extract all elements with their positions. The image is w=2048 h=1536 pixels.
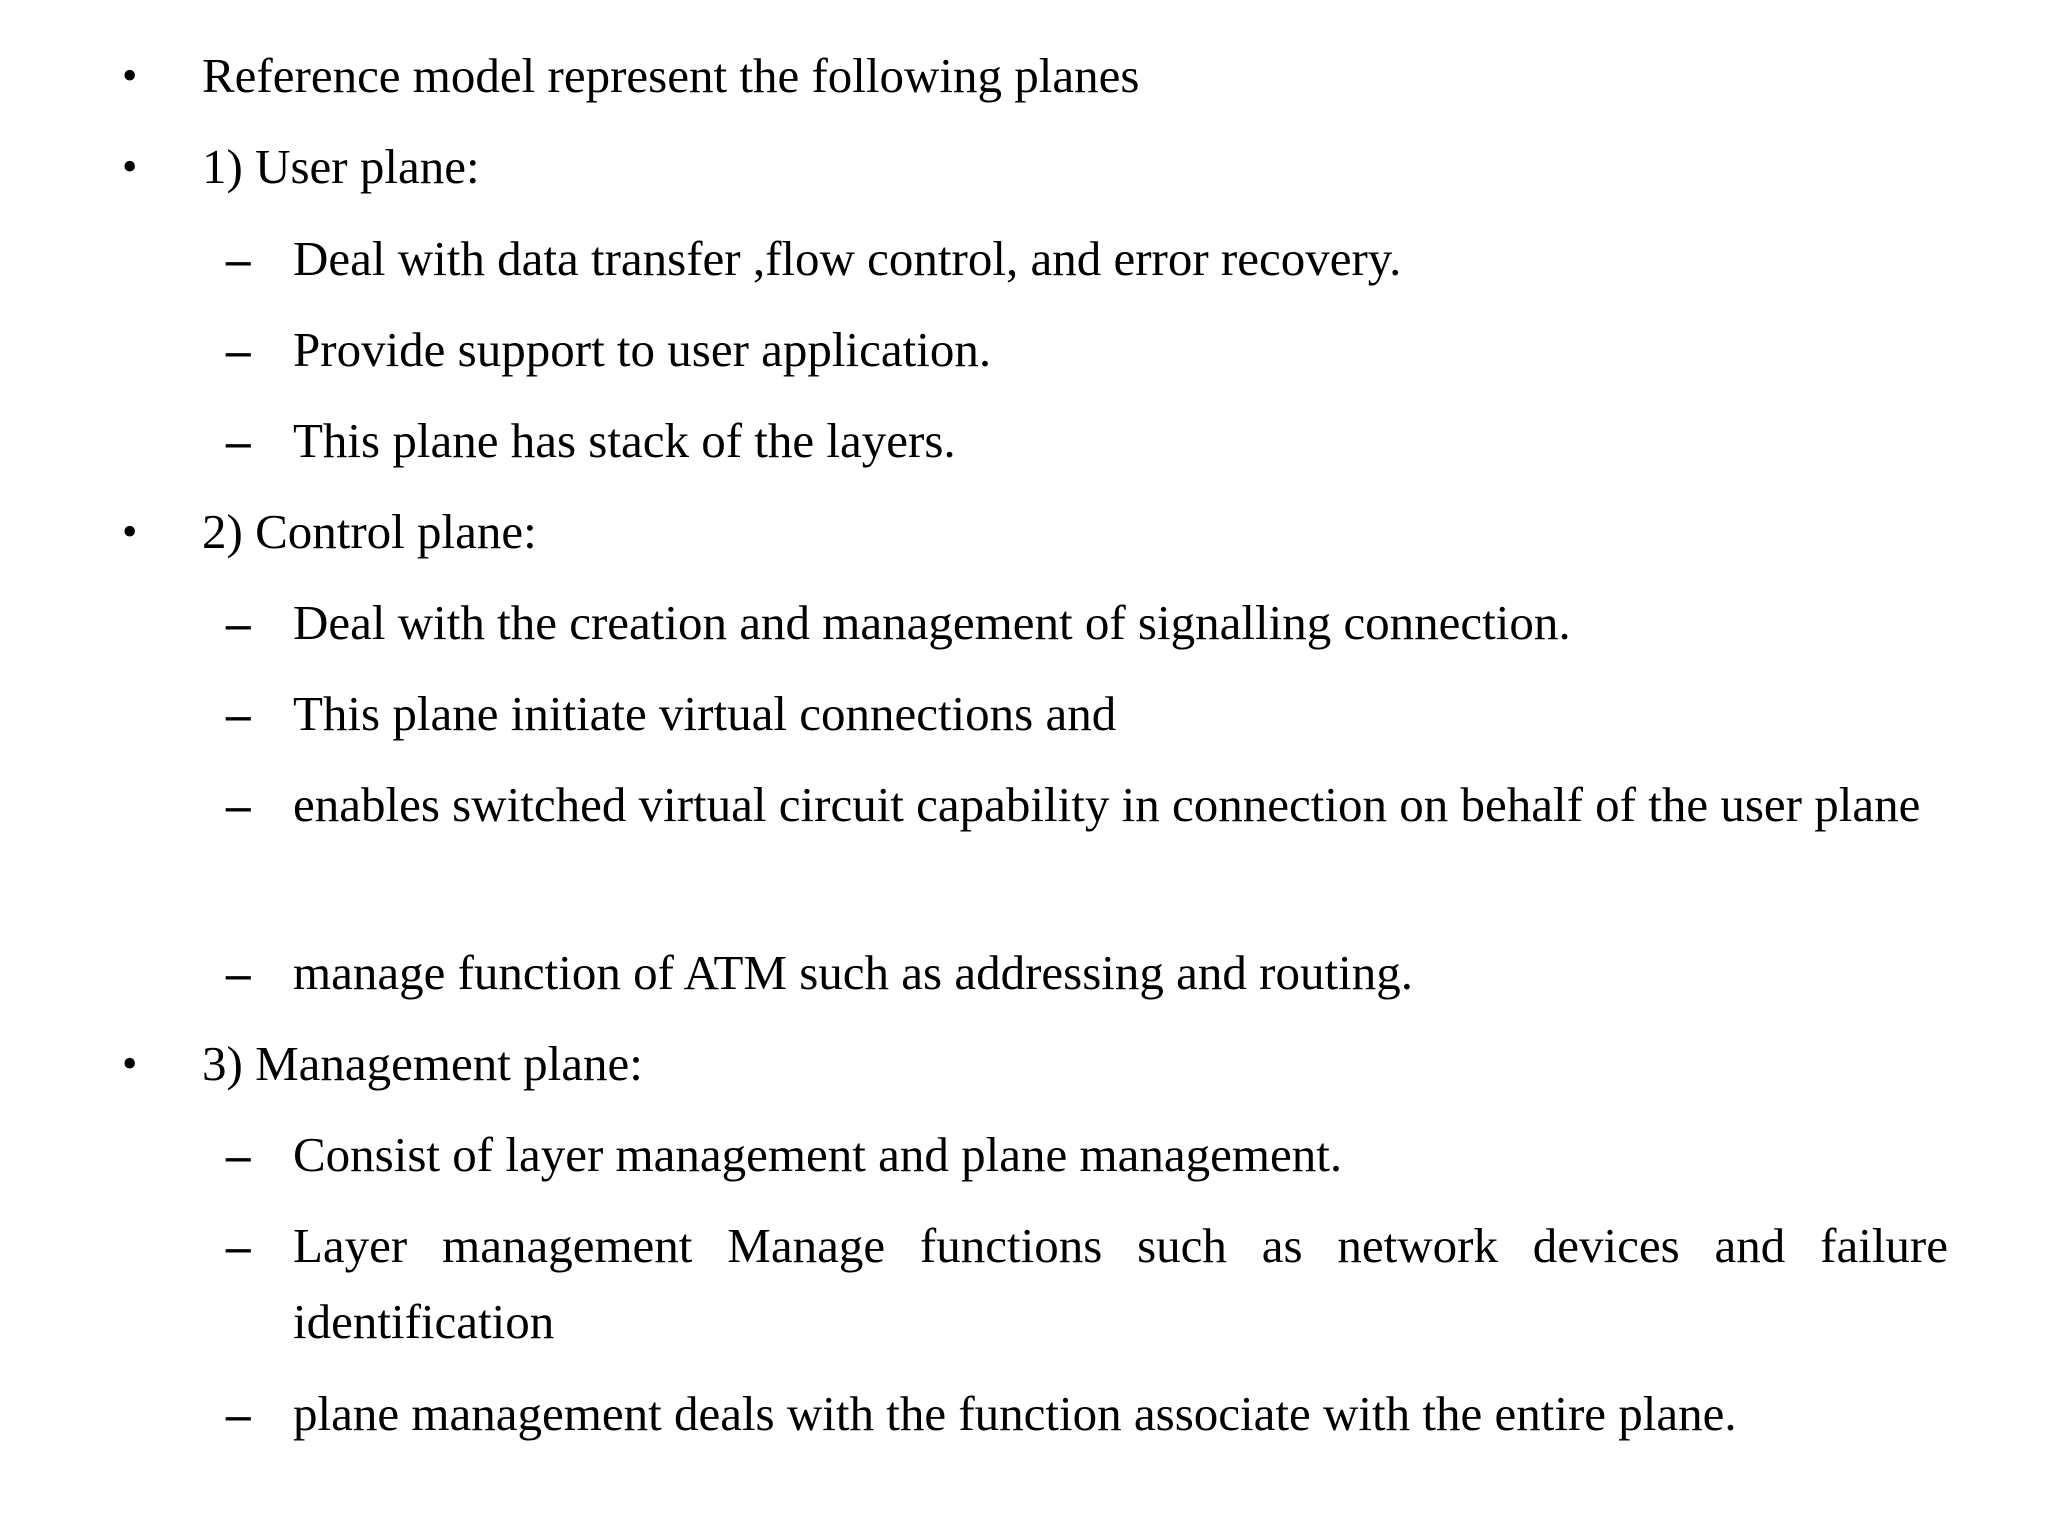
dash-text: Deal with the creation and management of signalling connection. xyxy=(293,595,1571,650)
dash-text: enables switched virtual circuit capability in connection on behalf of the user plane xyxy=(293,777,1921,832)
dash-marker: – xyxy=(226,945,251,1000)
dash-marker: – xyxy=(226,777,251,832)
bullet-text: 3) Management plane: xyxy=(202,1036,643,1091)
dash-marker: – xyxy=(226,322,251,377)
dash-text: Provide support to user application. xyxy=(293,322,992,377)
bullet-text: 1) User plane: xyxy=(202,139,480,194)
dash-marker: – xyxy=(226,1218,251,1273)
dash-marker: – xyxy=(226,686,251,741)
dash-text: This plane has stack of the layers. xyxy=(293,413,956,468)
bullet-marker: • xyxy=(122,507,138,556)
dash-text: manage function of ATM such as addressing and routing. xyxy=(293,945,1413,1000)
dash-marker: – xyxy=(226,413,251,468)
dash-text: This plane initiate virtual connections and xyxy=(293,686,1117,741)
bullet-marker: • xyxy=(122,1039,138,1088)
dash-text: Deal with data transfer ,flow control, and error recovery. xyxy=(293,231,1402,286)
dash-text: plane management deals with the function associate with the entire plane. xyxy=(293,1386,1737,1441)
bullet-text: Reference model represent the following planes xyxy=(202,48,1140,103)
dash-marker: – xyxy=(226,231,251,286)
bullet-marker: • xyxy=(122,51,138,100)
dash-marker: – xyxy=(226,595,251,650)
bullet-text: 2) Control plane: xyxy=(202,504,537,559)
bullet-marker: • xyxy=(122,142,138,191)
dash-marker: – xyxy=(226,1386,251,1441)
dash-text: Layer management Manage functions such as network devices and failure identification xyxy=(293,1218,1948,1349)
dash-text: Consist of layer management and plane management. xyxy=(293,1127,1343,1182)
dash-marker: – xyxy=(226,1127,251,1182)
